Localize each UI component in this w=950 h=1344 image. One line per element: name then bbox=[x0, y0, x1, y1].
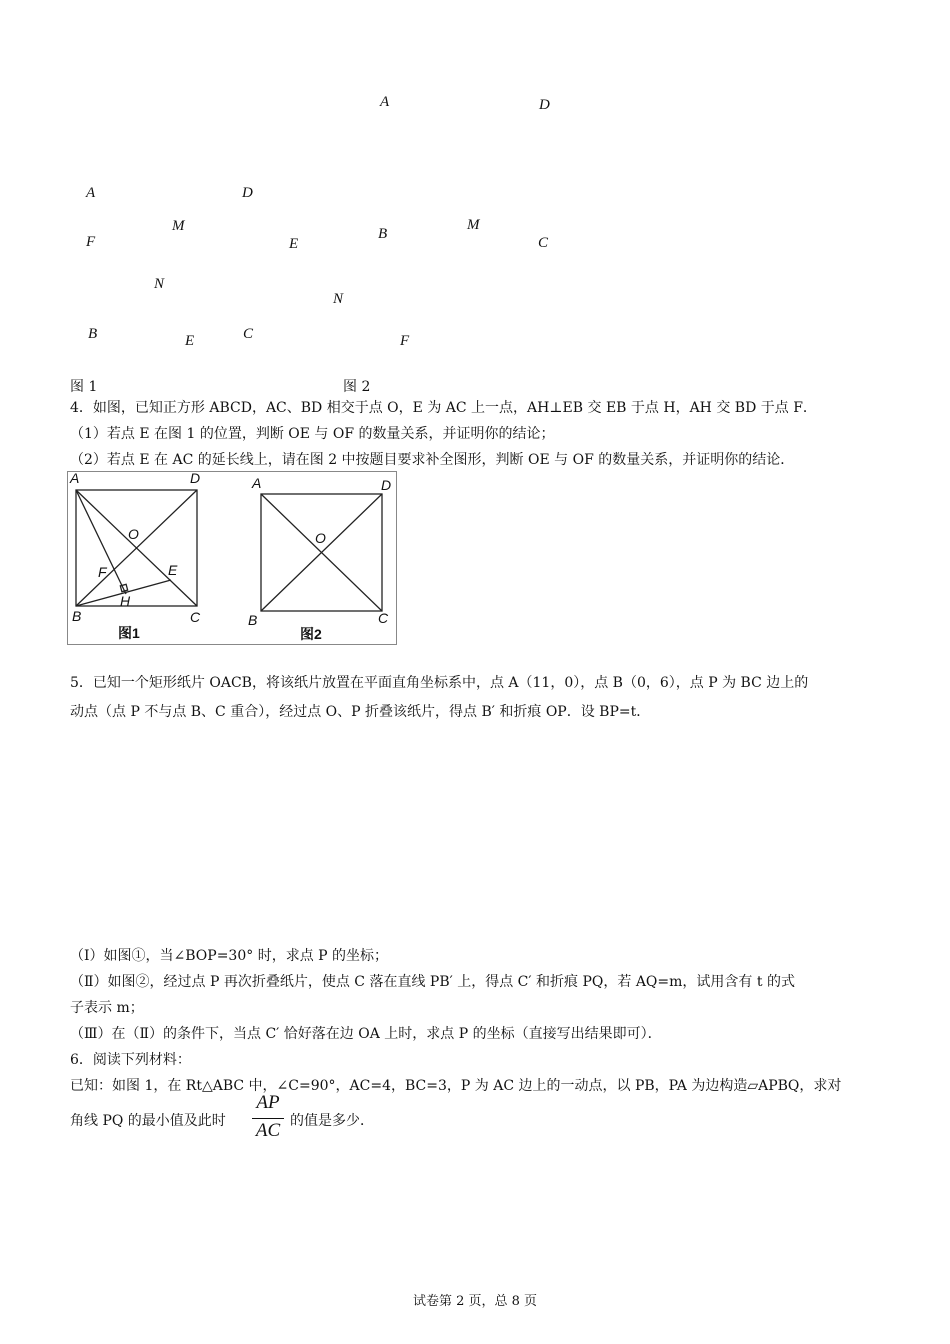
fig2-label-m: M bbox=[467, 217, 480, 233]
caption-fig1: 图 1 bbox=[70, 379, 98, 395]
q5-line2: 动点（点 P 不与点 B、C 重合），经过点 O、P 折叠该纸片，得点 B′ 和折痕 OP．设 BP=t． bbox=[70, 704, 651, 720]
fig1-label-c: C bbox=[243, 326, 254, 342]
caption-fig2: 图 2 bbox=[343, 379, 371, 395]
page-footer: 试卷第 2 页，总 8 页 bbox=[412, 1294, 538, 1309]
q4-part1: （1）若点 E 在图 1 的位置，判断 OE 与 OF 的数量关系，并证明你的结论； bbox=[70, 426, 555, 442]
q4-fig1-caption: 图1 bbox=[118, 625, 140, 641]
q4-figure-box bbox=[67, 471, 397, 645]
fig1-right-angle-mark bbox=[120, 584, 127, 591]
q6-line1: 已知：如图 1，在 Rt△ABC 中，∠C=90°，AC=4，BC=3，P 为 AC 边上的一动点，以 PB，PA 为边构造▱APBQ，求对 bbox=[70, 1078, 842, 1094]
q6-title: 6．阅读下列材料： bbox=[70, 1052, 191, 1068]
fig2-label-a: A bbox=[380, 94, 390, 110]
fig1-label-m: M bbox=[172, 218, 185, 234]
q6-line2-post: 的值是多少． bbox=[290, 1113, 374, 1129]
fig1-label-a: A bbox=[86, 185, 96, 201]
fig1-label-d: D bbox=[242, 185, 253, 201]
q4-fig2-label-b: B bbox=[248, 612, 258, 628]
fig2-label-d: D bbox=[539, 97, 550, 113]
q4-fig1-label-f: F bbox=[98, 564, 107, 580]
fig1-label-n: N bbox=[154, 276, 165, 292]
q4-fig1-label-c: C bbox=[190, 609, 201, 625]
q4-fig2-label-c: C bbox=[378, 610, 389, 626]
fig1-label-e2: E bbox=[185, 333, 195, 349]
q4-fig1-label-a: A bbox=[70, 470, 80, 486]
q4-fig1-label-d: D bbox=[190, 470, 201, 486]
fig2-label-n: N bbox=[333, 291, 344, 307]
fig2-label-f: F bbox=[400, 333, 410, 349]
q5-part3: （Ⅲ）在（Ⅱ）的条件下，当点 C′ 恰好落在边 OA 上时，求点 P 的坐标（直接写出结果即可）． bbox=[70, 1026, 662, 1042]
q4-stem: 4．如图，已知正方形 ABCD，AC、BD 相交于点 O，E 为 AC 上一点，AH⊥EB 交 EB 于点 H，AH 交 BD 于点 F． bbox=[70, 400, 817, 416]
q4-part2: （2）若点 E 在 AC 的延长线上，请在图 2 中按题目要求补全图形，判断 OE 与 OF 的数量关系，并证明你的结论． bbox=[70, 452, 795, 468]
q5-part1: （Ⅰ）如图①，当∠BOP=30° 时，求点 P 的坐标； bbox=[70, 948, 389, 964]
q5-line1: 5．已知一个矩形纸片 OACB，将该纸片放置在平面直角坐标系中，点 A（11，0），点 B（0，6），点 P 为 BC 边上的 bbox=[70, 675, 809, 691]
fig2-label-b: B bbox=[378, 226, 388, 242]
q4-fig1-label-o: O bbox=[128, 526, 139, 542]
q4-fig1-label-e: E bbox=[168, 562, 178, 578]
fig2-label-c: C bbox=[538, 235, 549, 251]
q4-fig1-label-b: B bbox=[72, 608, 82, 624]
q6-fraction-numerator: AP bbox=[256, 1092, 280, 1113]
q6-fraction bbox=[252, 1092, 284, 1148]
q4-fig2-label-o: O bbox=[315, 530, 326, 546]
q6-line2-pre: 角线 PQ 的最小值及此时 bbox=[70, 1113, 226, 1129]
q6-fraction-bar bbox=[252, 1118, 284, 1119]
q4-figures-svg bbox=[68, 472, 396, 644]
q4-fig2-label-d: D bbox=[381, 477, 392, 493]
q6-fraction-denominator: AC bbox=[255, 1120, 281, 1141]
fig1-label-b: B bbox=[88, 326, 98, 342]
fig1-label-f: F bbox=[86, 234, 96, 250]
q5-part2b: 子表示 m； bbox=[70, 1000, 144, 1016]
q4-fig2-label-a: A bbox=[252, 475, 262, 491]
q4-fig1-label-h: H bbox=[120, 593, 131, 609]
q5-part2a: （Ⅱ）如图②，经过点 P 再次折叠纸片，使点 C 落在直线 PB′ 上，得点 C′ 和折痕 PQ，若 AQ=m，试用含有 t 的式 bbox=[70, 974, 795, 990]
fig1-label-e: E bbox=[289, 236, 299, 252]
q4-fig2-caption: 图2 bbox=[300, 626, 322, 642]
